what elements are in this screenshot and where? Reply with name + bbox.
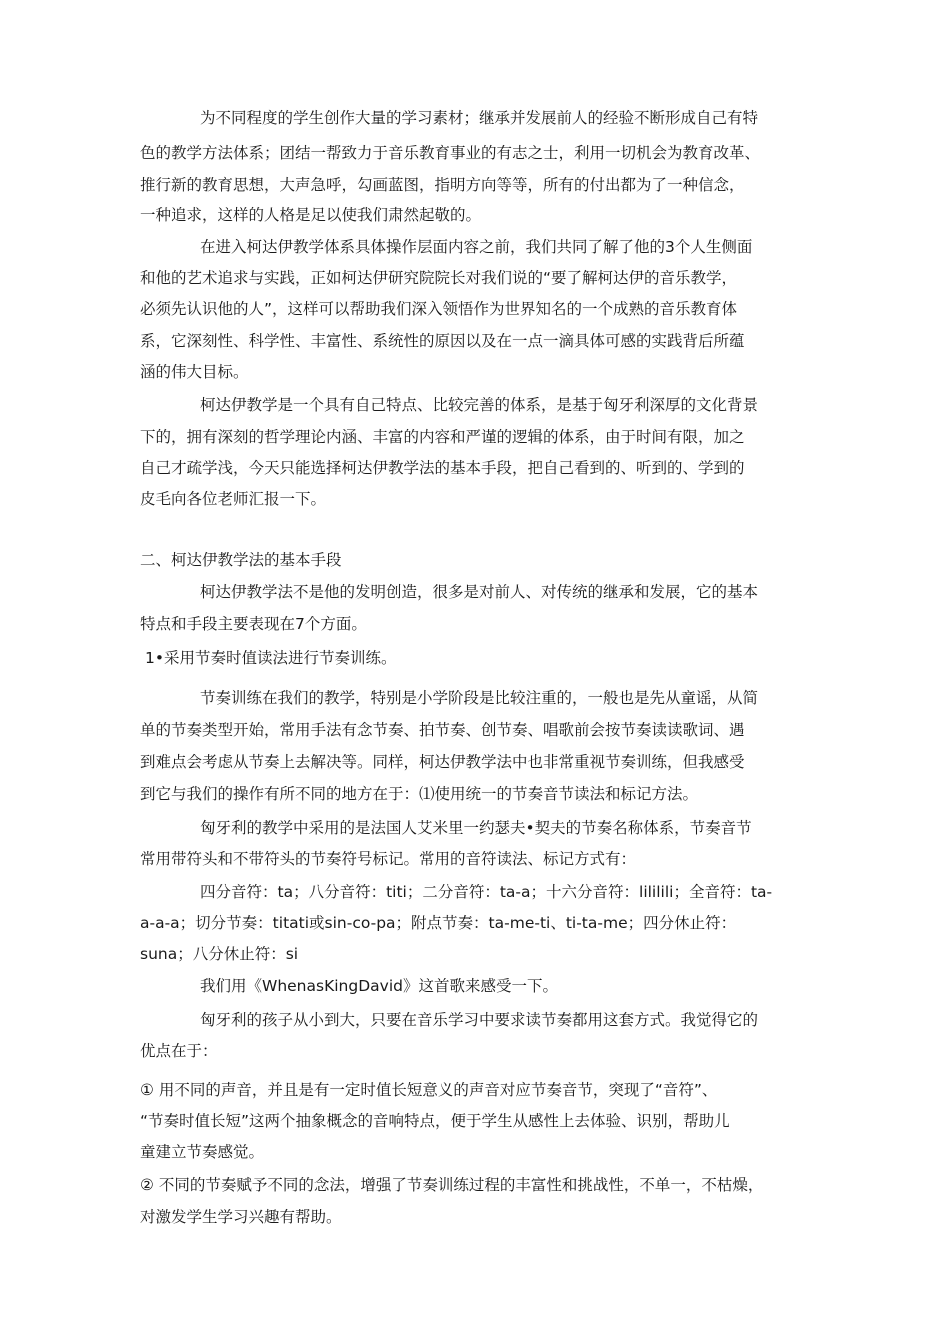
numbered-point: ② 不同的节奏赋予不同的念法，增强了节奏训练过程的丰富性和挑战性，不单一，不枯燥， [140, 1176, 764, 1194]
numbered-point: ① 用不同的声音，并且是有一定时值长短意义的声音对应节奏音节，突现了“音符”、 [140, 1081, 718, 1099]
text-line: 匈牙利的孩子从小到大，只要在音乐学习中要求读节奏都用这套方式。我觉得它的 [200, 1011, 759, 1029]
text-line: 柯达伊教学是一个具有自己特点、比较完善的体系，是基于匈牙利深厚的文化背景 [200, 396, 759, 414]
text-line: 和他的艺术追求与实践，正如柯达伊研究院院长对我们说的“要了解柯达伊的音乐教学， [140, 269, 738, 287]
text-line: suna；八分休止符：si [140, 945, 299, 963]
text-line: 对激发学生学习兴趣有帮助。 [140, 1208, 342, 1226]
text-line: 推行新的教育思想，大声急呼，勾画蓝图，指明方向等等，所有的付出都为了一种信念， [140, 176, 745, 194]
text-line: 到难点会考虑从节奏上去解决等。同样，柯达伊教学法中也非常重视节奏训练，但我感受 [140, 753, 745, 771]
text-line: 节奏训练在我们的教学，特别是小学阶段是比较注重的，一般也是先从童谣，从简 [200, 689, 759, 707]
text-line: 为不同程度的学生创作大量的学习素材；继承并发展前人的经验不断形成自己有特 [200, 109, 759, 127]
text-line: “节奏时值长短”这两个抽象概念的音响特点，便于学生从感性上去体验、识别，帮助儿 [140, 1112, 730, 1130]
text-line: 特点和手段主要表现在7个方面。 [140, 615, 367, 633]
text-line: 柯达伊教学法不是他的发明创造，很多是对前人、对传统的继承和发展，它的基本 [200, 583, 759, 601]
text-line: a-a-a；切分节奏：titati或sin-co-pa；附点节奏：ta-me-ti、ti-ta-me；四分休止符： [140, 914, 737, 932]
text-line: 系，它深刻性、科学性、丰富性、系统性的原因以及在一点一滴具体可感的实践背后所蕴 [140, 332, 745, 350]
text-line: 常用带符头和不带符头的节奏符号标记。常用的音符读法、标记方式有： [140, 850, 637, 868]
text-line: 下的，拥有深刻的哲学理论内涵、丰富的内容和严谨的逻辑的体系，由于时间有限，加之 [140, 428, 745, 446]
text-line: 一种追求，这样的人格是足以使我们肃然起敬的。 [140, 206, 482, 224]
text-line: 涵的伟大目标。 [140, 363, 249, 381]
text-line: 皮毛向各位老师汇报一下。 [140, 490, 327, 508]
text-line: 必须先认识他的人”，这样可以帮助我们深入领悟作为世界知名的一个成熟的音乐教育体 [140, 300, 738, 318]
text-line: 到它与我们的操作有所不同的地方在于：⑴使用统一的节奏音节读法和标记方法。 [140, 785, 699, 803]
text-line: 色的教学方法体系；团结一帮致力于音乐教育事业的有志之士，利用一切机会为教育改革、 [140, 144, 761, 162]
text-line: 单的节奏类型开始，常用手法有念节奏、拍节奏、创节奏、唱歌前会按节奏读读歌词、遇 [140, 721, 745, 739]
text-line: 我们用《WhenasKingDavid》这首歌来感受一下。 [200, 977, 558, 995]
list-item-heading: 1•采用节奏时值读法进行节奏训练。 [145, 649, 397, 667]
section-heading: 二、柯达伊教学法的基本手段 [140, 551, 342, 569]
text-line: 在进入柯达伊教学体系具体操作层面内容之前，我们共同了解了他的3个人生侧面 [200, 238, 753, 256]
text-line: 童建立节奏感觉。 [140, 1143, 265, 1161]
text-line: 自己才疏学浅，今天只能选择柯达伊教学法的基本手段，把自己看到的、听到的、学到的 [140, 459, 745, 477]
text-line: 优点在于： [140, 1042, 218, 1060]
text-line: 四分音符：ta；八分音符：titi；二分音符：ta-a；十六分音符：lililili；全音符：ta- [200, 883, 773, 901]
text-line: 匈牙利的教学中采用的是法国人艾米里一约瑟夫•契夫的节奏名称体系，节奏音节 [200, 819, 752, 837]
